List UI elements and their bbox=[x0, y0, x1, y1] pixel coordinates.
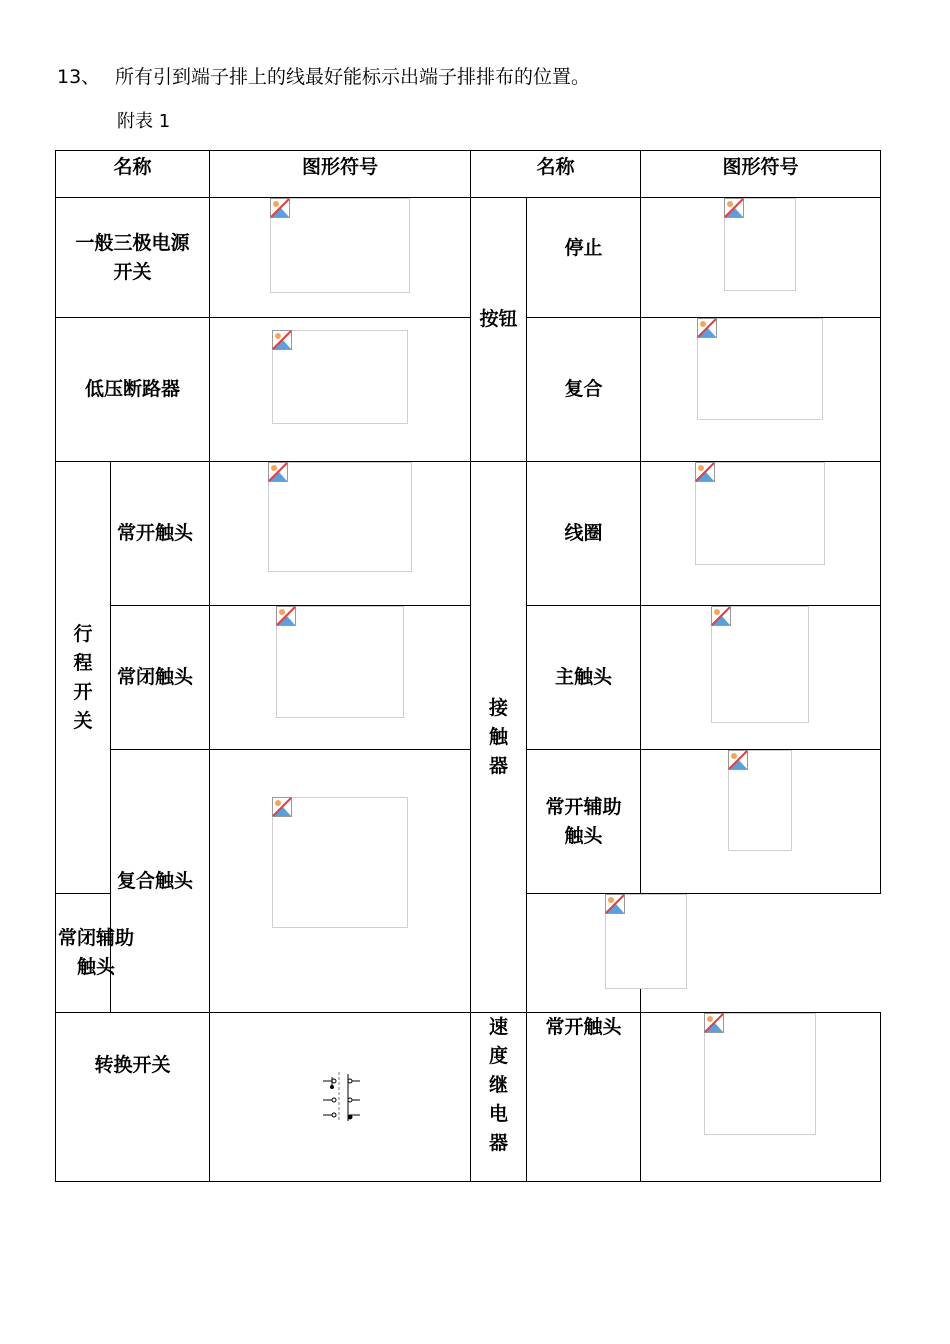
broken-image-icon bbox=[268, 462, 288, 482]
table-row bbox=[56, 606, 881, 750]
label-contactor-aux-no: 常开辅助触头 bbox=[527, 750, 641, 894]
paragraph-13 bbox=[57, 62, 590, 89]
label-changeover-switch: 转换开关 bbox=[56, 1013, 210, 1182]
label-button-stop: 停止 bbox=[527, 198, 641, 318]
label-limit-no-contact: 常开触头 bbox=[111, 462, 210, 606]
label-button: 按钮 bbox=[471, 198, 527, 462]
header-symbol-right: 图形符号 bbox=[641, 151, 881, 198]
changeover-switch-symbol bbox=[310, 1069, 370, 1125]
symbol-cell bbox=[210, 750, 471, 1013]
paragraph-number: 13、 bbox=[57, 66, 101, 88]
label-speed-relay: 速度继电器 bbox=[471, 1013, 527, 1182]
broken-image bbox=[711, 606, 809, 723]
broken-image-icon bbox=[272, 797, 292, 817]
symbol-cell bbox=[641, 606, 881, 750]
label-contactor-aux-nc: 常闭辅助触头 bbox=[56, 894, 111, 1013]
broken-image-icon bbox=[276, 606, 296, 626]
label-low-voltage-breaker: 低压断路器 bbox=[56, 318, 210, 462]
label-contactor-main: 主触头 bbox=[527, 606, 641, 750]
symbol-cell bbox=[641, 198, 881, 318]
broken-image bbox=[695, 462, 825, 565]
broken-image-icon bbox=[704, 1013, 724, 1033]
table-header-row bbox=[56, 151, 881, 198]
label-limit-nc-contact: 常闭触头 bbox=[111, 606, 210, 750]
symbol-cell bbox=[641, 462, 881, 606]
broken-image bbox=[276, 606, 404, 718]
symbol-cell bbox=[210, 198, 471, 318]
table-row bbox=[56, 318, 881, 462]
label-button-compound: 复合 bbox=[527, 318, 641, 462]
symbol-cell bbox=[210, 318, 471, 462]
broken-image-icon bbox=[272, 330, 292, 350]
label-limit-switch: 行程开关 bbox=[56, 462, 111, 894]
table-row bbox=[56, 462, 881, 606]
symbol-cell bbox=[210, 462, 471, 606]
broken-image-icon bbox=[605, 894, 625, 914]
broken-image-icon bbox=[695, 462, 715, 482]
header-name-left: 名称 bbox=[56, 151, 210, 198]
symbol-cell bbox=[641, 750, 881, 894]
table-row bbox=[56, 1013, 881, 1182]
broken-image-icon bbox=[711, 606, 731, 626]
label-speed-relay-no: 常开触头 bbox=[527, 1013, 641, 1182]
broken-image-icon bbox=[270, 198, 290, 218]
broken-image bbox=[270, 198, 410, 293]
header-name-right: 名称 bbox=[471, 151, 641, 198]
table-caption: 附表 1 bbox=[117, 111, 171, 132]
symbol-cell bbox=[210, 1013, 471, 1182]
broken-image bbox=[605, 894, 687, 989]
header-symbol-left: 图形符号 bbox=[210, 151, 471, 198]
symbol-cell bbox=[527, 894, 641, 1013]
broken-image bbox=[697, 318, 823, 420]
broken-image-icon bbox=[724, 198, 744, 218]
label-limit-compound: 复合触头 bbox=[111, 750, 210, 1013]
broken-image bbox=[272, 797, 408, 928]
paragraph-text: 所有引到端子排上的线最好能标示出端子排排布的位置。 bbox=[115, 66, 591, 88]
broken-image bbox=[704, 1013, 816, 1135]
broken-image-icon bbox=[728, 750, 748, 770]
broken-image bbox=[268, 462, 412, 572]
symbol-cell bbox=[641, 318, 881, 462]
label-contactor-coil: 线圈 bbox=[527, 462, 641, 606]
broken-image-icon bbox=[697, 318, 717, 338]
broken-image bbox=[272, 330, 408, 424]
broken-image bbox=[724, 198, 796, 291]
label-contactor: 接触器 bbox=[471, 462, 527, 1013]
symbol-cell bbox=[641, 1013, 881, 1182]
table-row bbox=[56, 198, 881, 318]
symbol-cell bbox=[210, 606, 471, 750]
table-row bbox=[56, 750, 881, 894]
broken-image bbox=[728, 750, 792, 851]
label-three-pole-switch: 一般三极电源开关 bbox=[56, 198, 210, 318]
symbol-table bbox=[55, 150, 881, 1182]
